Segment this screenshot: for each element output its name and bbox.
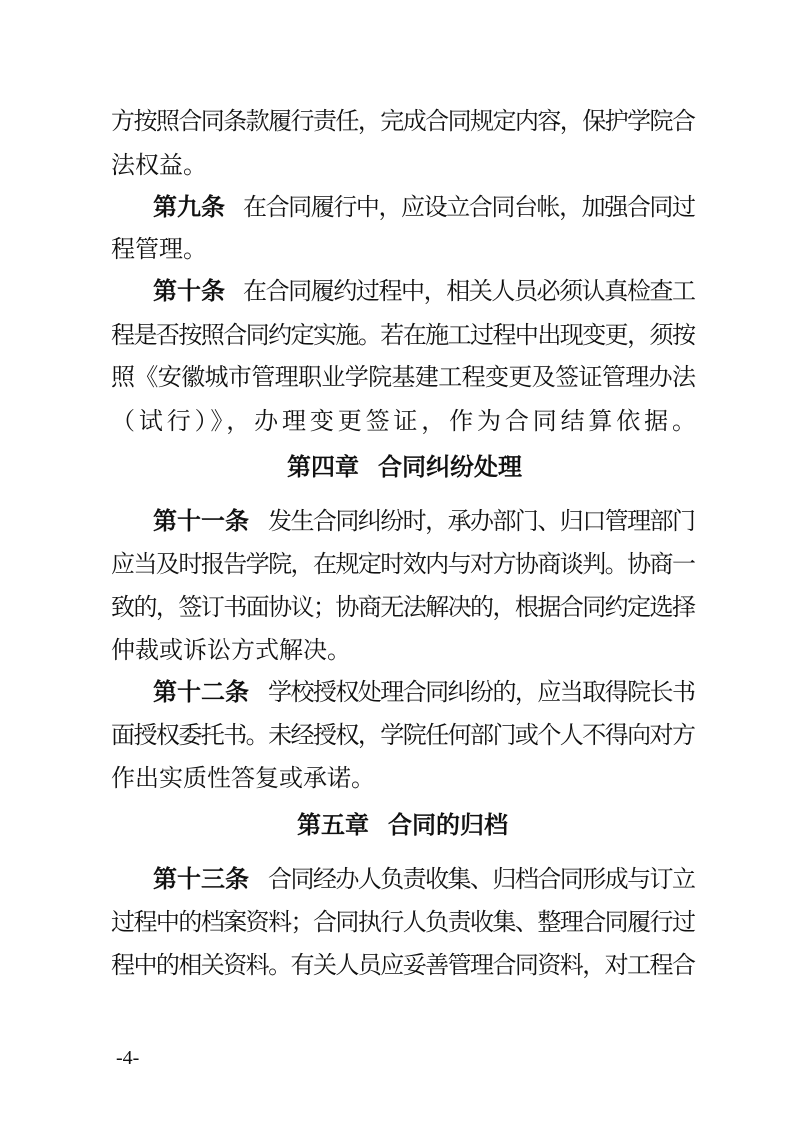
article-line	[0, 183, 799, 231]
text-line	[0, 711, 799, 759]
paragraph-text: 过程中的档案资料；合同执行人负责收集、整理合同履行过	[111, 908, 695, 936]
text-line	[0, 583, 799, 631]
paragraph-text: 在合同履约过程中，相关人员必须认真检查工	[243, 277, 695, 305]
text-line	[0, 225, 799, 273]
article-number: 第十条	[153, 277, 225, 305]
article-number: 第十一条	[153, 507, 249, 535]
text-line	[0, 754, 799, 802]
text-line	[0, 397, 799, 445]
chapter-heading	[0, 801, 799, 849]
article-number: 第九条	[153, 193, 225, 221]
chapter-number: 第五章	[297, 811, 369, 839]
paragraph-text: 应当及时报告学院，在规定时效内与对方协商谈判。协商一	[111, 550, 695, 578]
paragraph-text: 程是否按照合同约定实施。若在施工过程中出现变更，须按	[111, 321, 695, 349]
article-number: 第十三条	[153, 865, 249, 893]
paragraph-text: 照《安徽城市管理职业学院基建工程变更及签证管理办法	[111, 363, 696, 391]
text-line	[0, 141, 799, 189]
paragraph-text: 面授权委托书。未经授权，学院任何部门或个人不得向对方	[111, 721, 695, 749]
paragraph-text: 合同经办人负责收集、归档合同形成与订立	[268, 865, 695, 893]
paragraph-text: 程中的相关资料。有关人员应妥善管理合同资料，对工程合	[111, 951, 695, 979]
paragraph-text: 在合同履行中，应设立合同台帐，加强合同过	[243, 193, 695, 221]
text-line	[0, 311, 799, 359]
paragraph-text: （试行）》，办理变更签证，作为合同结算依据。	[111, 407, 700, 435]
page-number: -4-	[116, 1047, 140, 1069]
text-line	[0, 626, 799, 674]
article-line	[0, 267, 799, 315]
paragraph-text: 方按照合同条款履行责任，完成合同规定内容，保护学院合	[111, 107, 695, 135]
chapter-number: 第四章	[287, 453, 359, 481]
chapter-heading	[0, 443, 799, 491]
paragraph-text: 学校授权处理合同纠纷的，应当取得院长书	[268, 678, 695, 706]
text-line	[0, 353, 799, 401]
text-line	[0, 898, 799, 946]
paragraph-text: 致的，签订书面协议；协商无法解决的，根据合同约定选择	[111, 593, 695, 621]
paragraph-text: 作出实质性答复或承诺。	[111, 764, 375, 792]
paragraph-text: 仲裁或诉讼方式解决。	[111, 636, 351, 664]
text-line	[0, 97, 799, 145]
paragraph-text: 发生合同纠纷时，承办部门、归口管理部门	[268, 507, 695, 535]
article-line	[0, 497, 799, 545]
article-number: 第十二条	[153, 678, 249, 706]
text-line	[0, 540, 799, 588]
paragraph-text: 程管理。	[111, 235, 207, 263]
text-line	[0, 941, 799, 989]
chapter-title: 合同的归档	[388, 811, 508, 839]
paragraph-text: 法权益。	[111, 151, 207, 179]
chapter-title: 合同纠纷处理	[378, 453, 522, 481]
article-line	[0, 855, 799, 903]
article-line	[0, 668, 799, 716]
